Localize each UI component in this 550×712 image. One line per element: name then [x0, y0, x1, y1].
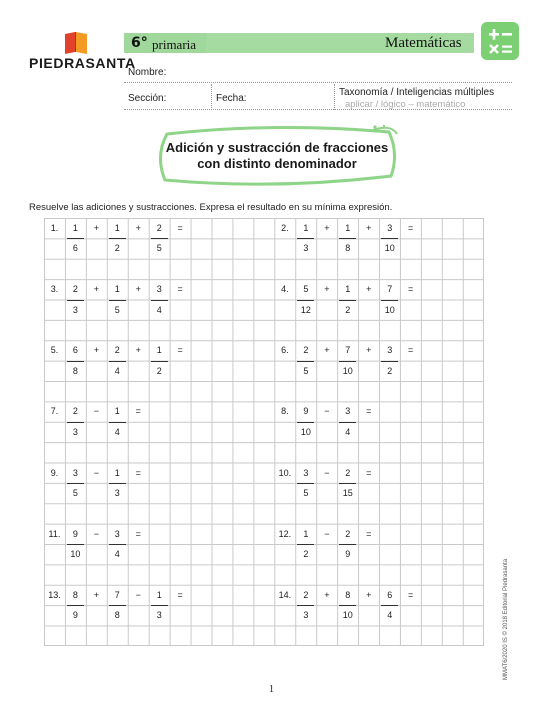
equals-sign: =	[366, 467, 372, 478]
numerator: 6	[72, 345, 78, 356]
equals-sign: =	[366, 406, 372, 417]
denominator: 8	[345, 243, 351, 254]
operator: +	[93, 345, 99, 356]
denominator: 5	[114, 304, 120, 315]
denominator: 5	[72, 487, 78, 498]
numerator: 3	[72, 467, 78, 478]
divider	[334, 84, 335, 110]
exercise-number: 6.	[281, 345, 289, 356]
denominator: 2	[156, 365, 162, 376]
grade-number: 6°	[131, 35, 148, 51]
numerator: 3	[345, 406, 351, 417]
numerator: 1	[303, 223, 309, 233]
fraction-bar	[67, 361, 84, 362]
denominator: 3	[156, 610, 162, 621]
equals-sign: =	[366, 528, 372, 539]
denominator: 2	[114, 243, 120, 254]
numerator: 3	[156, 284, 162, 295]
fraction-bar	[67, 544, 84, 545]
subject-title: Matemáticas	[385, 35, 462, 51]
fraction-bar	[109, 238, 126, 239]
denominator: 10	[70, 549, 81, 560]
denominator: 5	[303, 365, 309, 376]
fraction-bar	[67, 238, 84, 239]
exercise-number: 14.	[278, 589, 292, 600]
numerator: 7	[114, 589, 120, 600]
fraction-bar	[381, 238, 398, 239]
numerator: 9	[72, 528, 78, 539]
fraction-bar	[151, 300, 168, 301]
denominator: 8	[114, 610, 120, 621]
denominator: 6	[72, 243, 78, 254]
worksheet-title	[153, 140, 401, 172]
denominator: 10	[342, 365, 353, 376]
denominator: 2	[387, 365, 393, 376]
numerator: 7	[387, 284, 393, 295]
exercise-number: 4.	[281, 284, 289, 295]
numerator: 9	[303, 406, 309, 417]
denominator: 9	[345, 549, 351, 560]
numerator: 1	[114, 223, 120, 233]
denominator: 10	[342, 610, 353, 621]
book-logo-icon	[63, 31, 89, 55]
fraction-bar	[67, 300, 84, 301]
exercise-number: 9.	[50, 467, 59, 478]
numerator: 1	[156, 345, 162, 356]
math-operations-icon	[481, 22, 519, 60]
equals-sign: =	[177, 284, 183, 295]
numerator: 2	[345, 528, 351, 539]
exercise-number: 12.	[278, 528, 292, 539]
fraction-bar	[381, 361, 398, 362]
exercise-number: 10.	[278, 467, 292, 478]
fraction-bar	[109, 605, 126, 606]
denominator: 3	[303, 610, 309, 621]
denominator: 4	[114, 426, 120, 437]
fraction-bar	[109, 361, 126, 362]
operator: +	[324, 284, 330, 295]
numerator: 2	[303, 345, 309, 356]
operator: +	[93, 223, 99, 233]
fraction-bar	[339, 238, 356, 239]
brand-name: PIEDRASANTA	[29, 55, 136, 71]
fraction-bar	[67, 483, 84, 484]
numerator: 1	[114, 284, 120, 295]
denominator: 3	[72, 426, 78, 437]
name-label: Nombre:	[128, 67, 167, 78]
numerator: 2	[345, 467, 351, 478]
fraction-bar	[381, 605, 398, 606]
equals-sign: =	[408, 284, 414, 295]
equals-sign: =	[135, 528, 141, 539]
operator: −	[324, 528, 330, 539]
operator: +	[324, 589, 330, 600]
date-label: Fecha:	[216, 93, 247, 104]
operator: +	[93, 589, 99, 600]
operator: +	[366, 223, 372, 233]
equals-sign: =	[408, 345, 414, 356]
denominator: 12	[300, 304, 311, 315]
operator: −	[93, 467, 99, 478]
exercise-number: 1.	[50, 223, 59, 233]
operator: +	[135, 345, 141, 356]
operator: +	[135, 223, 141, 233]
numerator: 1	[114, 467, 120, 478]
operator: −	[324, 467, 330, 478]
grade-word: primaria	[152, 37, 197, 52]
exercise-grid[interactable]	[44, 218, 484, 646]
numerator: 6	[387, 589, 393, 600]
denominator: 2	[345, 304, 351, 315]
fraction-bar	[109, 544, 126, 545]
exercise-number: 8.	[281, 406, 289, 417]
fraction-bar	[151, 605, 168, 606]
denominator: 4	[156, 304, 162, 315]
fraction-bar	[339, 544, 356, 545]
exercise-number: 7.	[50, 406, 59, 417]
operator: +	[324, 223, 330, 233]
equals-sign: =	[177, 223, 183, 233]
denominator: 10	[300, 426, 311, 437]
operator: −	[324, 406, 330, 417]
equals-sign: =	[135, 467, 141, 478]
numerator: 2	[156, 223, 162, 233]
equals-sign: =	[177, 345, 183, 356]
numerator: 3	[114, 528, 120, 539]
fraction-bar	[151, 238, 168, 239]
numerator: 3	[387, 345, 393, 356]
operator: +	[93, 284, 99, 295]
exercise-number: 13.	[48, 589, 61, 600]
fraction-bar	[151, 361, 168, 362]
equals-sign: =	[135, 406, 141, 417]
denominator: 3	[72, 304, 78, 315]
numerator: 1	[156, 589, 162, 600]
numerator: 2	[303, 589, 309, 600]
operator: +	[324, 345, 330, 356]
operator: +	[366, 589, 372, 600]
fraction-bar	[339, 422, 356, 423]
fraction-bar	[339, 361, 356, 362]
fraction-bar	[67, 422, 84, 423]
numerator: 7	[345, 345, 351, 356]
numerator: 1	[72, 223, 78, 233]
copyright-note: MMAT6/2020 IS © 2018 Editorial Piedrasanta	[503, 558, 509, 680]
operator: +	[135, 284, 141, 295]
numerator: 1	[345, 284, 351, 295]
denominator: 5	[303, 487, 309, 498]
operator: −	[93, 528, 99, 539]
operator: −	[93, 406, 99, 417]
numerator: 1	[345, 223, 351, 233]
equals-sign: =	[177, 589, 183, 600]
numerator: 1	[303, 528, 309, 539]
exercise-number: 3.	[50, 284, 59, 295]
operator: +	[366, 345, 372, 356]
denominator: 3	[114, 487, 120, 498]
divider	[211, 84, 212, 110]
numerator: 8	[345, 589, 351, 600]
denominator: 15	[342, 487, 353, 498]
denominator: 3	[303, 243, 309, 254]
fraction-bar	[297, 483, 314, 484]
fraction-bar	[339, 605, 356, 606]
fraction-bar	[297, 422, 314, 423]
fraction-bar	[109, 422, 126, 423]
denominator: 4	[114, 365, 120, 376]
exercise-number: 2.	[281, 223, 289, 233]
denominator: 10	[384, 243, 395, 254]
section-line[interactable]	[124, 109, 512, 110]
fraction-bar	[297, 361, 314, 362]
title-line-2: con distinto denominador	[197, 156, 357, 171]
page-number: 1	[269, 684, 274, 695]
operator: −	[135, 589, 141, 600]
numerator: 1	[114, 406, 120, 417]
equals-sign: =	[408, 589, 414, 600]
equals-sign: =	[408, 223, 414, 233]
fraction-bar	[67, 605, 84, 606]
numerator: 3	[303, 467, 309, 478]
numerator: 2	[72, 406, 78, 417]
taxonomy-label: Taxonomía / Inteligencias múltiples	[339, 87, 495, 98]
numerator: 2	[72, 284, 78, 295]
fraction-bar	[297, 605, 314, 606]
taxonomy-value: aplicar / lógico – matemático	[345, 99, 466, 110]
numerator: 3	[387, 223, 393, 233]
denominator: 2	[303, 549, 309, 560]
denominator: 8	[72, 365, 78, 376]
section-label: Sección:	[128, 93, 167, 104]
fraction-bar	[339, 483, 356, 484]
fraction-bar	[297, 300, 314, 301]
fraction-bar	[109, 483, 126, 484]
title-line-1: Adición y sustracción de fracciones	[165, 140, 389, 155]
fraction-bar	[339, 300, 356, 301]
numerator: 8	[72, 589, 78, 600]
fraction-bar	[381, 300, 398, 301]
name-line[interactable]	[124, 82, 512, 83]
numerator: 5	[303, 284, 309, 295]
fraction-bar	[109, 300, 126, 301]
instructions: Resuelve las adiciones y sustracciones. Expresa el resultado en su mínima expresión.	[29, 202, 393, 213]
denominator: 10	[384, 304, 395, 315]
exercise-number: 5.	[50, 345, 59, 356]
denominator: 5	[156, 243, 162, 254]
fraction-bar	[297, 238, 314, 239]
denominator: 4	[114, 549, 120, 560]
fraction-bar	[297, 544, 314, 545]
operator: +	[366, 284, 372, 295]
denominator: 4	[345, 426, 351, 437]
denominator: 4	[387, 610, 393, 621]
exercise-number: 11.	[48, 528, 61, 539]
numerator: 2	[114, 345, 120, 356]
denominator: 9	[72, 610, 78, 621]
